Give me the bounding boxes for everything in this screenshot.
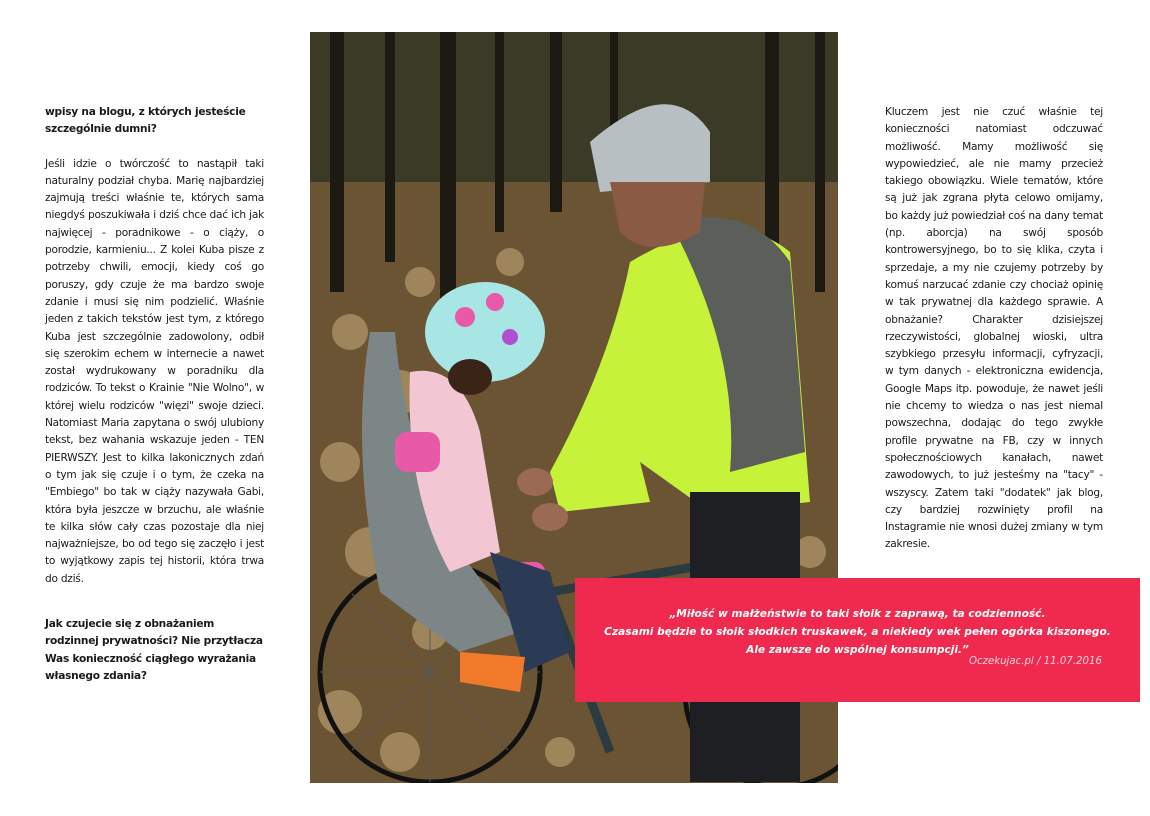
left-text-column	[45, 104, 264, 702]
quote-line-3: Ale zawsze do wspólnej konsumpcji.”	[746, 644, 969, 656]
quote-line-2: Czasami będzie to słoik słodkich truskawek, a niekiedy wek pełen ogórka kiszonego.	[604, 626, 1111, 638]
answer-paragraph-1: Jeśli idzie o twórczość to nastąpił taki naturalny podział chyba. Marię najbardziej zajmują treści właśnie te, których sama niegdyś poszukiwała i dziś chce dać ich jak najwięcej - poradnikowe - o ciąży, o porodzie, karmieniu... Z kolei Kuba pisze z potrzeby chwili, emocji, kiedy coś go poruszy, gdy czuje że ma bardzo swoje zdanie i musi się nim podzielić. Właśnie jeden z takich tekstów jest tym, z którego Kuba jest szczególnie zadowolony, odbił się szerokim echem w internecie a nawet został wydrukowany w poradniku dla rodziców. To tekst o Krainie "Nie Wolno", w której wielu rodziców "więzi" swoje dzieci. Natomiast Maria zapytana o swój ulubiony tekst, bez wahania wskazuje jeden - TEN PIERWSZY. Jest to kilka lakonicznych zdań o tym jak się czuje i o tym, że czeka na "Embiego" bo tak w ciąży nazywała Gabi, która była jeszcze w brzuchu, ale właśnie te kilka słów cały czas pozostaje dla niej najważniejsze, bo od tego się zaczęło i jest to wyjątkowy zapis tej historii, która trwa do dziś.	[45, 157, 264, 585]
answer-paragraph-2: Kluczem jest nie czuć właśnie tej konieczności natomiast odczuwać możliwość. Mamy możliwość się wypowiedzieć, ale nie mamy przecież takiego obowiązku. Wiele tematów, które są już jak zgrana płyta celowo omijamy, bo każdy już powiedział coś na dany temat (np. aborcja) na swój sposób kontrowersyjnego, bo to się klika, czyta i sprzedaje, a my nie czujemy potrzeby by komuś narzucać zdanie czy chociaż opinię w tak prywatnej dla każdego sprawie. A obnażanie? Charakter dzisiejszej rzeczywistości, globalnej wioski, ultra szybkiego przesyłu informacji, cyfryzacji, w tym danych - elektroniczna ewidencja, Google Maps itp. powoduje, że nawet jeśli nie chcemy to wiedza o nas jest niemal powszechna, dodając do tego zwykłe profile prywatne na FB, czy w innych społecznościowych kanałach, nawet zawodowych, to już jesteśmy na "tacy" - wszyscy. Zatem taki "dodatek" jak blog, czy bardziej rozwinięty profil na Instagramie nie wnosi dużej zmiany w tym zakresie.	[885, 106, 1103, 551]
pull-quote-box	[575, 578, 1140, 702]
question-heading-2: Jak czujecie się z obnażaniem rodzinnej prywatności? Nie przytłacza Was konieczność ciągłego wyrażania własnego zdania?	[45, 618, 263, 682]
quote-source: Oczekujac.pl / 11.07.2016	[968, 656, 1102, 667]
right-text-column	[885, 104, 1103, 554]
quote-line-1: „Miłość w małżeństwie to taki słoik z zaprawą, ta codzienność.	[669, 608, 1046, 620]
question-heading-1: wpisy na blogu, z których jesteście szczególnie dumni?	[45, 106, 246, 136]
